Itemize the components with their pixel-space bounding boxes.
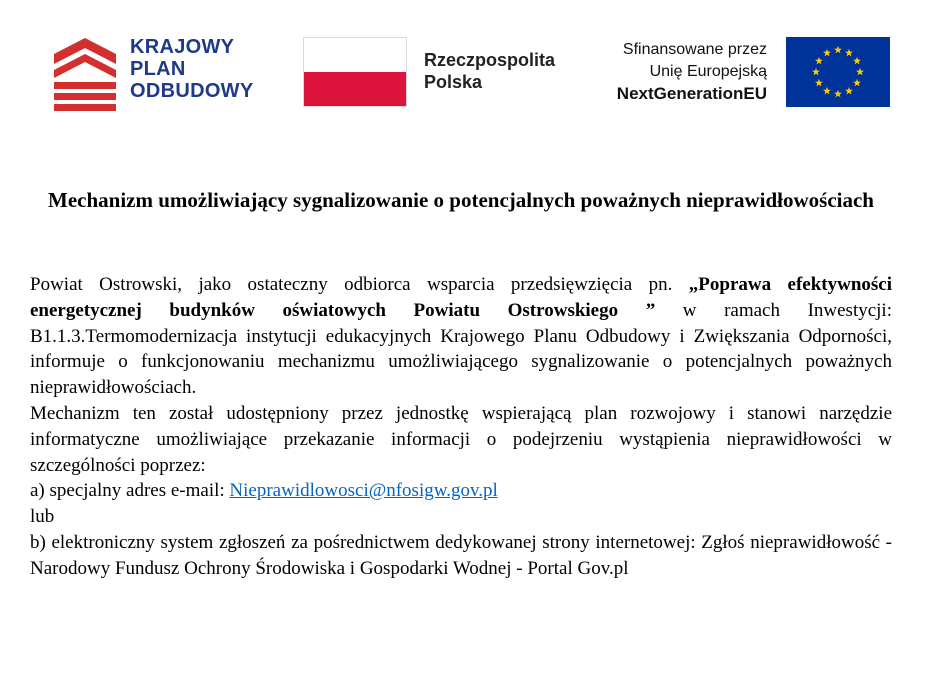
eu-star-icon — [845, 49, 853, 57]
intro-text-end: w ramach Inwestycji: B1.1.3.Termomodernizacja instytucji edukacyjnych Krajowego Planu Odbudowy i Zwiększania Odporności, informuje o funkcjonowaniu mechanizmu umożliwiającego sygnalizowanie o potencjalnych poważnych nieprawidłowościach. — [30, 299, 892, 399]
email-link[interactable]: Nieprawidlowosci@nfosigw.gov.pl — [229, 480, 498, 502]
intro-paragraph — [30, 272, 892, 401]
kpo-logo — [50, 34, 290, 114]
eu-line-3: NextGenerationEU — [616, 84, 767, 103]
mechanism-paragraph: Mechanizm ten został udostępniony przez jednostkę wspierającą plan rozwojowy i stanowi narzędzie informatyczne umożliwiające przekazanie informacji o podejrzeniu wystąpienia nieprawidłowości w szczególności poprzez: — [30, 402, 892, 476]
polish-republic-text — [424, 49, 555, 93]
kpo-logo-text — [130, 36, 254, 102]
eu-star-icon — [853, 57, 861, 65]
logo-header — [0, 0, 931, 130]
kpo-line-3: ODBUDOWY — [130, 80, 254, 102]
kpo-line-2: PLAN — [130, 58, 186, 80]
eu-funding-text — [617, 39, 767, 105]
polish-republic-logo — [303, 37, 568, 109]
eu-flag-icon — [786, 37, 890, 107]
project-name: „Poprawa efektywności energetycznej budynków oświatowych Powiatu Ostrowskiego ” — [30, 274, 893, 321]
kpo-emblem-icon — [50, 34, 120, 114]
eu-line-1: Sfinansowane przez — [622, 41, 767, 58]
eu-star-icon — [845, 87, 853, 95]
option-b: b) elektroniczny system zgłoszeń za pośrednictwem dedykowanej strony internetowej: Zgłoś nieprawidłowość - Narodowy Fundusz Ochrony Środowiska i Gospodarki Wodnej - Portal Gov.pl — [30, 531, 892, 579]
kpo-line-1: KRAJOWY — [130, 36, 235, 58]
eu-star-icon — [823, 87, 831, 95]
eu-star-icon — [823, 49, 831, 57]
eu-star-icon — [812, 68, 820, 76]
eu-star-icon — [834, 46, 842, 54]
eu-star-icon — [853, 79, 861, 87]
page-title: Mechanizm umożliwiający sygnalizowanie o potencjalnych poważnych nieprawidłowościach — [48, 188, 874, 212]
eu-star-icon — [856, 68, 864, 76]
pl-line-1: Rzeczpospolita — [424, 50, 556, 70]
eu-funding-logo — [590, 37, 890, 109]
eu-star-icon — [834, 90, 842, 98]
eu-line-2: Unię Europejską — [649, 63, 767, 80]
intro-text-start: Powiat Ostrowski, jako ostateczny odbiorca wsparcia przedsięwzięcia pn. — [30, 274, 689, 295]
eu-star-icon — [815, 79, 823, 87]
eu-star-icon — [815, 57, 823, 65]
or-separator: lub — [30, 506, 55, 528]
option-a — [30, 478, 892, 504]
pl-line-2: Polska — [424, 72, 483, 92]
polish-flag-icon — [303, 37, 407, 107]
option-a-label: a) specjalny adres e-mail: — [30, 480, 230, 502]
document-body — [30, 272, 892, 582]
